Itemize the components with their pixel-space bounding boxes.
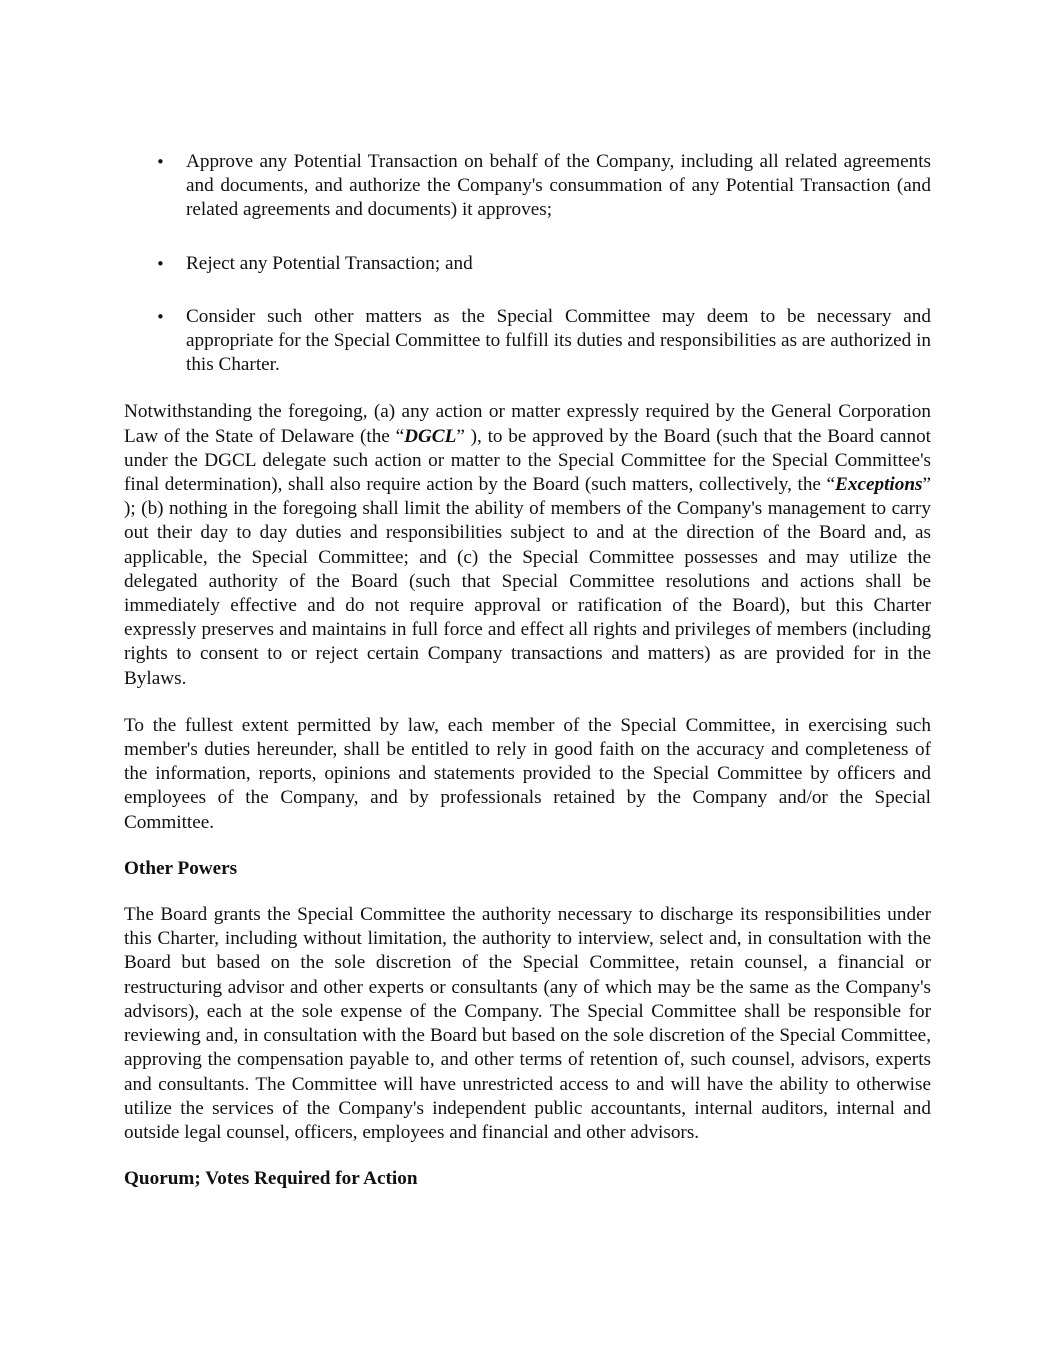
section-heading-quorum: Quorum; Votes Required for Action bbox=[124, 1168, 418, 1190]
reliance-paragraph: To the fullest extent permitted by law, each member of the Special Committee, in exercising such member's duties hereunder, shall be entitled to rely in good faith on the accuracy and completeness of the information, reports, opinions and statements provided to the Special Committee by officers and employees of the Company, and by professionals retained by the Company and/or the Special Committee. bbox=[124, 714, 931, 833]
list-item bbox=[124, 252, 931, 276]
bullet-text: Approve any Potential Transaction on behalf of the Company, including all related agreements and documents, and authorize the Company's consummation of any Potential Transaction (and related agreements and documents) it approves; bbox=[186, 151, 931, 221]
bullet-icon: • bbox=[156, 254, 165, 273]
section-heading-other-powers: Other Powers bbox=[124, 857, 238, 879]
defined-term-exceptions: Exceptions bbox=[835, 474, 923, 496]
bullet-text: Reject any Potential Transaction; and bbox=[186, 252, 473, 274]
bullet-icon: • bbox=[156, 153, 165, 171]
bullet-list bbox=[124, 150, 931, 377]
bullet-text: Consider such other matters as the Special Committee may deem to be necessary and appropriate for the Special Committee to fulfill its duties and responsibilities as are authorized in this Charter. bbox=[186, 305, 931, 376]
defined-term-dgcl: DGCL bbox=[404, 425, 457, 447]
other-powers-paragraph: The Board grants the Special Committee the authority necessary to discharge its responsibilities under this Charter, including without limitation, the authority to interview, select and, in consultation with the Board but based on the sole discretion of the Special Committee, retain counsel, a financial or restructuring advisor and other experts or consultants (any of which may be the same as the Company's advisors), each at the sole expense of the Company. The Special Committee shall be responsible for reviewing and, in consultation with the Board but based on the sole discretion of the Special Committee, approving the compensation payable to, and other terms of retention of, such counsel, advisors, experts and consultants. The Committee will have unrestricted access to and will have the ability to otherwise utilize the services of the Company's independent public accountants, internal auditors, internal and outside legal counsel, officers, employees and financial and other advisors. bbox=[124, 904, 931, 1143]
list-item bbox=[124, 150, 931, 223]
notwithstanding-paragraph bbox=[124, 400, 931, 690]
list-item bbox=[124, 305, 931, 378]
paragraph-text: Notwithstanding the foregoing, (a) any action or matter expressly required by the General Corporation Law of the State of Delaware (the “ bbox=[124, 401, 931, 447]
bullet-icon: • bbox=[156, 307, 165, 326]
document-page bbox=[124, 150, 931, 1191]
paragraph-text: ” ); (b) nothing in the foregoing shall limit the ability of members of the Company's management to carry out their day to day duties and responsibilities subject to and at the direction of the Board and, as applicable, the Special Committee; and (c) the Special Committee possesses and may utilize the delegated authority of the Board (such that Special Committee resolutions and actions shall be immediately effective and do not require approval or ratification of the Board), but this Charter expressly preserves and maintains in full force and effect all rights and privileges of members (including rights to consent to or reject certain Company transactions and matters) as are provided for in the Bylaws. bbox=[124, 474, 931, 689]
paragraph-text: ” ), to be approved by the Board (such that the Board cannot under the DGCL delegate such action or matter to the Special Committee for the Special Committee's final determination), shall also require action by the Board (such matters, collectively, the “ bbox=[124, 425, 931, 496]
